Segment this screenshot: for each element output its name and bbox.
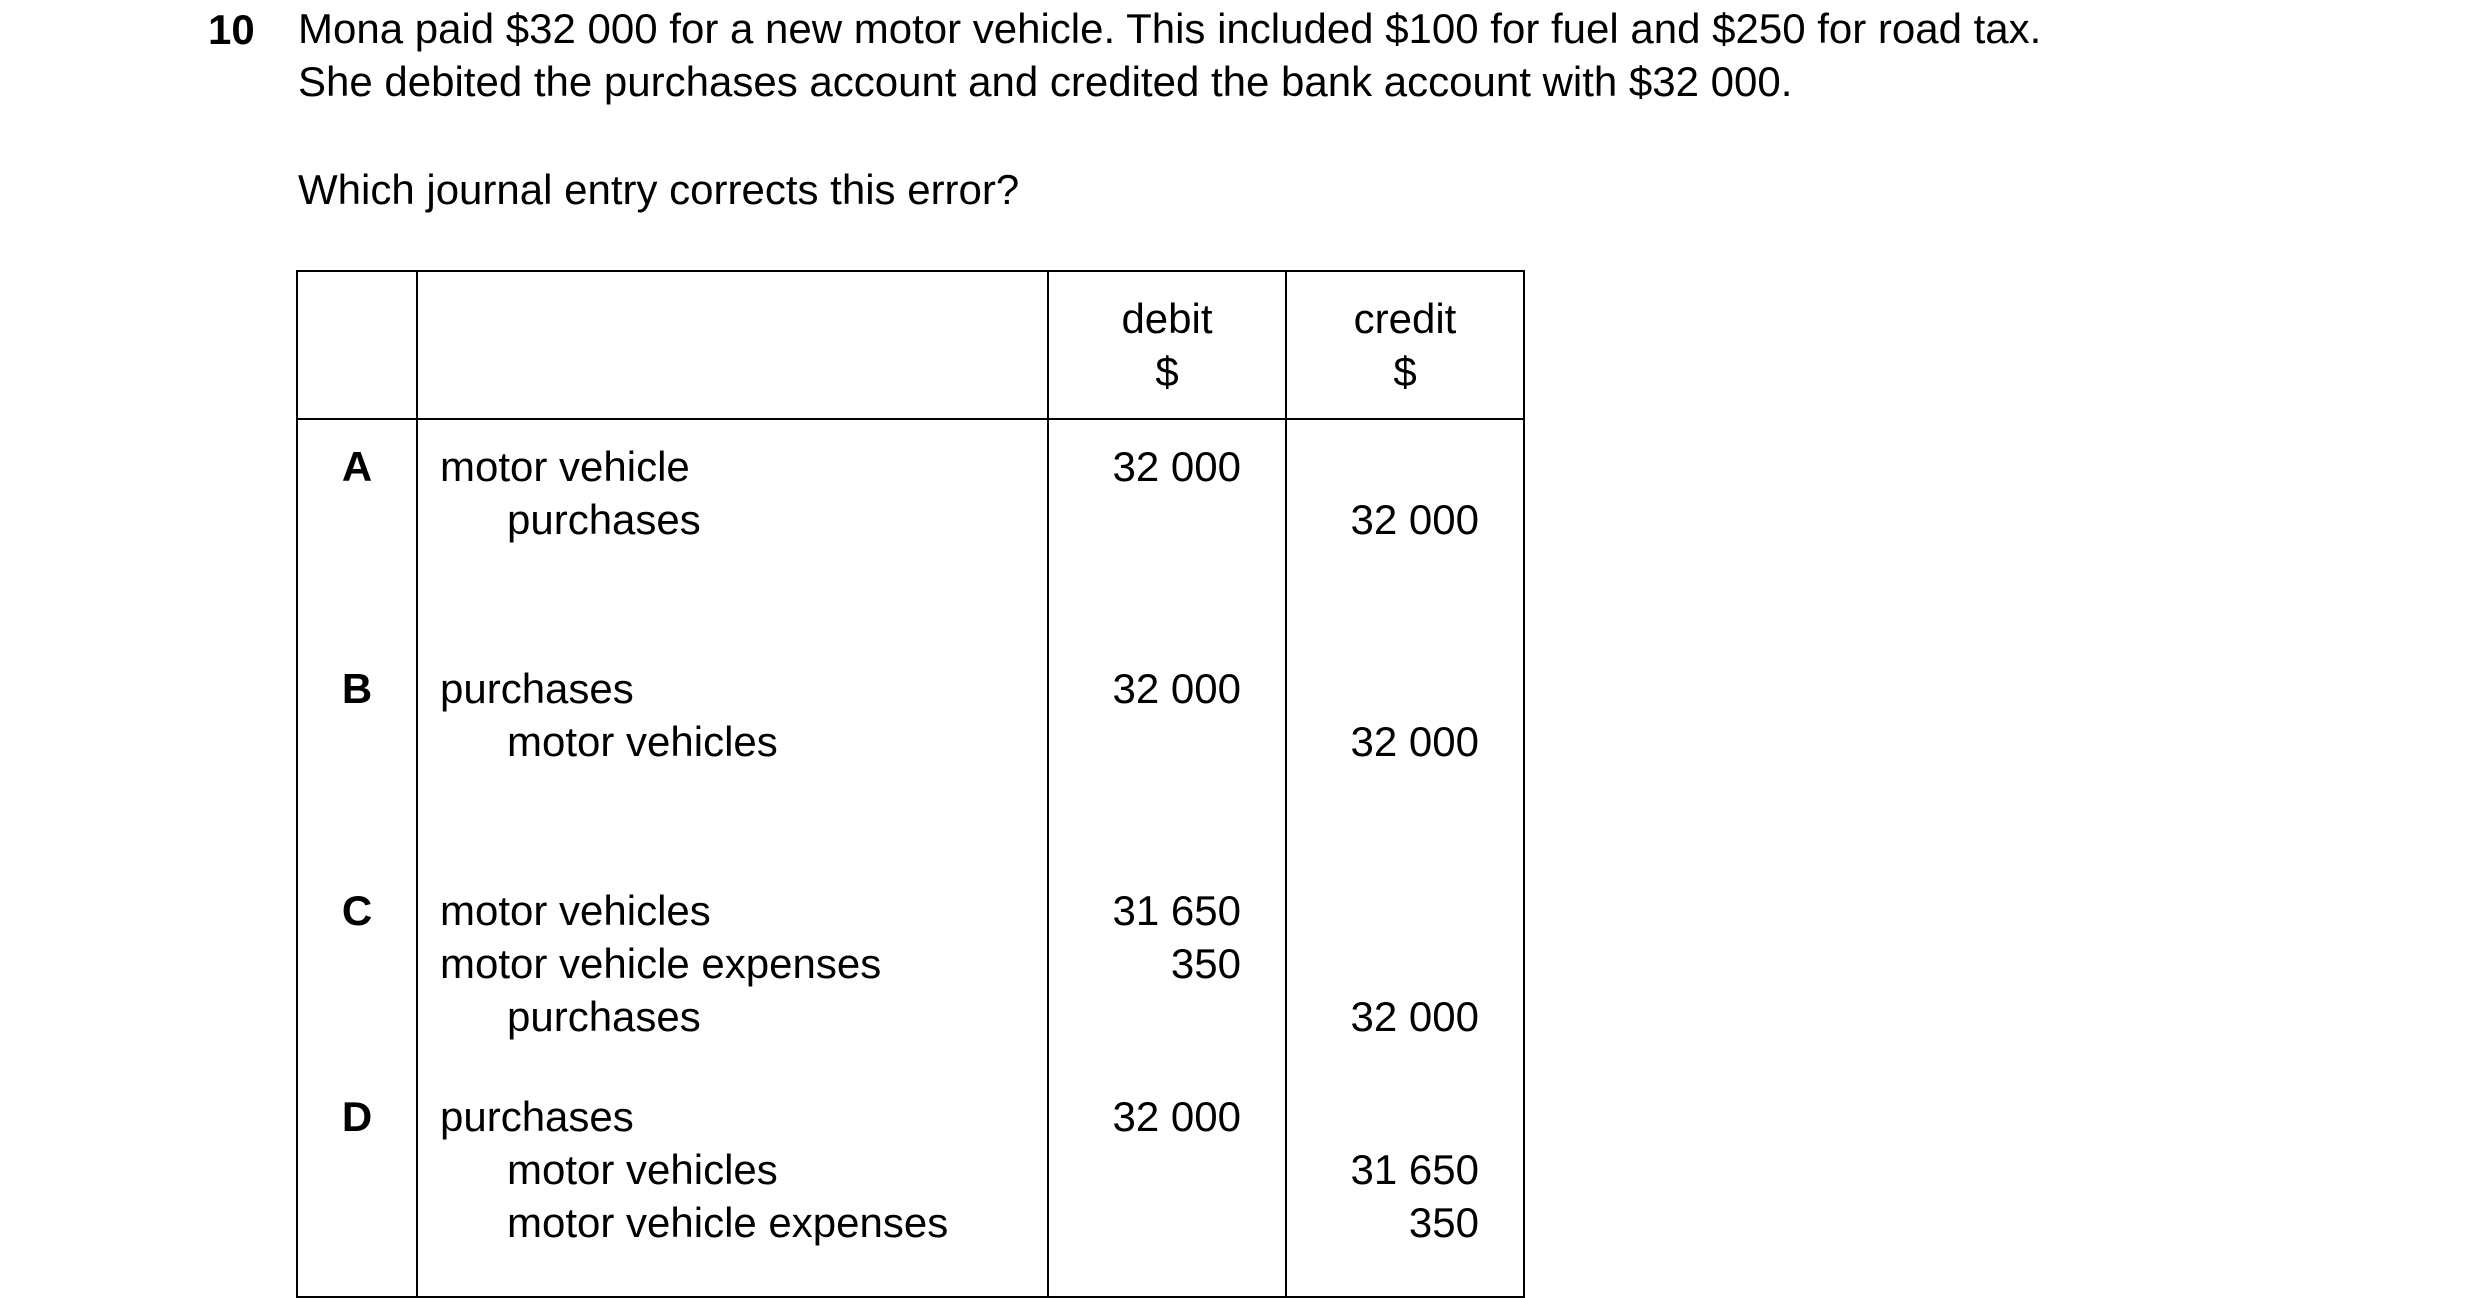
header-debit [1048, 271, 1286, 419]
credit-amount: 32 000 [1350, 718, 1479, 765]
debit-amount: 350 [1170, 940, 1241, 987]
credit-amount [1287, 440, 1479, 493]
debit-amount [1049, 1143, 1241, 1196]
option-letter: D [297, 1070, 417, 1297]
option-letter: B [297, 642, 417, 864]
account-line: purchases [440, 665, 634, 712]
option-credits [1286, 642, 1524, 864]
question-text [298, 2, 2298, 108]
credit-amount: 31 650 [1350, 1146, 1479, 1193]
option-credits [1286, 1070, 1524, 1297]
question-line-1: Mona paid $32 000 for a new motor vehicle. This included $100 for fuel and $250 for road tax. [298, 5, 2042, 52]
debit-amount: 32 000 [1112, 665, 1241, 712]
credit-amount [1287, 662, 1479, 715]
option-row-d[interactable] [297, 1070, 1524, 1297]
option-debits [1048, 419, 1286, 642]
credit-amount [1287, 937, 1479, 990]
account-line: purchases [507, 993, 701, 1040]
table-header-row [297, 271, 1524, 419]
option-row-b[interactable] [297, 642, 1524, 864]
option-row-a[interactable] [297, 419, 1524, 642]
credit-header-unit: $ [1393, 348, 1417, 395]
account-line: purchases [507, 496, 701, 543]
option-letter: C [297, 864, 417, 1070]
option-credits [1286, 419, 1524, 642]
account-line: motor vehicle [440, 443, 690, 490]
question-number: 10 [208, 6, 255, 53]
debit-amount [1049, 715, 1241, 768]
option-letter: A [297, 419, 417, 642]
account-line: purchases [440, 1093, 634, 1140]
debit-amount: 31 650 [1112, 887, 1241, 934]
journal-options-table [296, 270, 1525, 1298]
header-account-cell [417, 271, 1048, 419]
debit-header-unit: $ [1155, 348, 1179, 395]
header-credit [1286, 271, 1524, 419]
debit-amount [1049, 1196, 1241, 1249]
option-debits [1048, 642, 1286, 864]
account-line: motor vehicles [507, 718, 778, 765]
debit-amount: 32 000 [1112, 1093, 1241, 1140]
option-accounts [417, 642, 1048, 864]
debit-amount [1049, 990, 1241, 1043]
credit-amount [1287, 884, 1479, 937]
account-line: motor vehicles [507, 1146, 778, 1193]
option-debits [1048, 1070, 1286, 1297]
option-accounts [417, 864, 1048, 1070]
credit-amount: 32 000 [1350, 993, 1479, 1040]
credit-amount: 350 [1408, 1199, 1479, 1246]
account-line: motor vehicles [440, 887, 711, 934]
account-line: motor vehicle expenses [507, 1199, 949, 1246]
credit-amount: 32 000 [1350, 496, 1479, 543]
credit-header-label: credit [1353, 295, 1457, 342]
debit-amount: 32 000 [1112, 443, 1241, 490]
account-line: motor vehicle expenses [440, 940, 882, 987]
option-row-c[interactable] [297, 864, 1524, 1070]
header-letter-cell [297, 271, 417, 419]
option-accounts [417, 419, 1048, 642]
option-credits [1286, 864, 1524, 1070]
debit-header-label: debit [1121, 295, 1213, 342]
question-prompt: Which journal entry corrects this error? [298, 166, 1020, 213]
option-debits [1048, 864, 1286, 1070]
debit-amount [1049, 493, 1241, 546]
credit-amount [1287, 1090, 1479, 1143]
question-line-2: She debited the purchases account and credited the bank account with $32 000. [298, 58, 1793, 105]
option-accounts [417, 1070, 1048, 1297]
